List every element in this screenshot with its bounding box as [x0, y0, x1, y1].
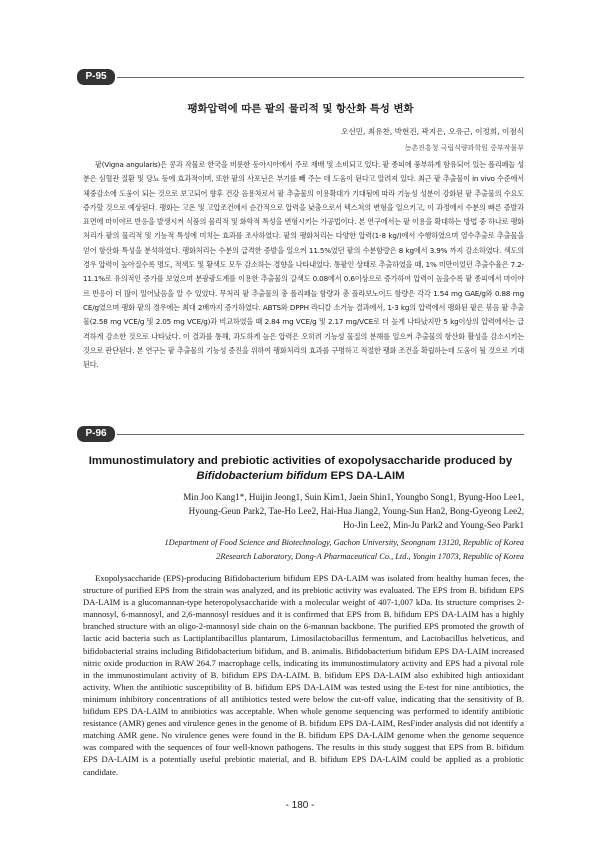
page-number: - 180 -	[285, 800, 315, 811]
abstract-badge-p95: P-95	[77, 69, 115, 85]
title-line	[77, 469, 524, 484]
author-list	[77, 490, 524, 532]
abstract-title: 팽화압력에 따른 팥의 물리적 및 항산화 특성 변화	[187, 103, 414, 115]
abstract-paragraph: Exopolysaccharide (EPS)-producing Bifidobacterium bifidum EPS DA-LAIM was isolated from healthy human feces, the structure of purified EPS from the strain was analyzed, and its prebiotic activity was evaluated. The EPS from B. bifidum EPS DA-LAIM is a glucomannan-type heteropolysaccharide with a molecular weight of 407-1,007 kDa. Its structure comprises 2-mannosyl, 6-mannosyl, and 2,6-mannosyl residues and it is confirmed that EPS from B. bifidum EPS DA-LAIM has a highly branched structure with an oligo-2-mannosyl side chain on the 6-mannan backbone. The purified EPS promoted the growth of lactic acid bacteria such as Lactiplantibacillus plantarum, Limosilactobacillus fermentum, and Lactobacillus helveticus, and bifidobacterial strains including Bifidobacterium bifidum, and B. animalis. Bifidobacterium bifidum EPS DA-LAIM increased nitric oxide production in RAW 264.7 macrophage cells, indicating its immunostimulatory activity and EPS had a pivotal role in the immunostimulant activity of B. bifidum EPS DA-LAIM. B. bifidum EPS DA-LAIM also exhibited high antioxidant activity. When the antibiotic susceptibility of B. bifidum EPS DA-LAIM was tested using the E-test for nine antibiotics, the minimum inhibitory concentrations of all antibiotics tested were below the cut-off value, indicating that the sensitivity of B. bifidum EPS DA-LAIM to antibiotics was acceptable. When whole genome sequencing was performed to identify antibiotic resistance (AMR) genes and virulence genes in the genome of B. bifidum EPS DA-LAIM, ResFinder analysis did not identify a matching AMR gene. No virulence genes were found in the B. bifidum EPS DA-LAIM genome when the genome sequence was compared with the sequences of four well-known pathogens. The results in this study suggest that EPS from B. bifidum EPS DA-LAIM is a potentially useful prebiotic material, and B. bifidum EPS DA-LAIM could be applied as a probiotic candidate.	[83, 573, 524, 777]
abstract-body	[83, 158, 524, 372]
author-line: Ho-Jin Lee2, Min-Ju Park2 and Young-Seo Park1	[343, 520, 524, 530]
abstract-badge-p96: P-96	[77, 426, 115, 442]
affiliation-line: 2Research Laboratory, Dong-A Pharmaceutical Co., Ltd., Yongin 17073, Republic of Korea	[216, 552, 524, 561]
affiliation: 농촌진흥청 국립식량과학원 중부작물부	[404, 144, 524, 152]
divider	[117, 77, 524, 78]
author-line: Hyoung-Geun Park2, Tae-Ho Lee2, Hai-Hua Jiang2, Young-Sun Han2, Bong-Gyeong Lee2,	[188, 506, 524, 516]
abstract-body	[83, 572, 524, 778]
title-line: Immunostimulatory and prebiotic activities of exopolysaccharide produced by	[88, 455, 513, 467]
divider	[117, 434, 524, 435]
author-list: 오선민, 최유찬, 박현진, 곽지은, 오유근, 이정희, 이점식	[340, 127, 524, 136]
abstract-title	[77, 454, 524, 484]
affiliation-line: 1Department of Food Science and Biotechnology, Gachon University, Seongnam 13120, Republic of Korea	[164, 538, 524, 547]
abstract-paragraph: 팥(Vigna angularis)은 콩과 작물로 한국을 비롯한 동아시아에서 주로 재배 및 소비되고 있다. 팥 종피에 풍부하게 함유되어 있는 폴리페놀 성분은 심혈관 질환 및 당뇨 등에 효과적이며, 또한 팥의 사포닌은 부기를 빼 주는 데 도움이 된다고 알려져 있다. 최근 팥 추출물이 in vivo 수준에서 체중감소에 도움이 되는 것으로 보고되어 향후 건강 음용차로서 팥 추출물의 이용확대가 기대됨에 따라 기능성 성분이 강화된 팥 추출물의 수요도 증가할 것으로 예상된다. 팽화는 고온 및 고압조건에서 순간적으로 압력을 낮춤으로서 텍스쳐의 변형을 일으키고, 이 과정에서 수분의 빠른 증발과 표면에 마이야르 반응을 발생시켜 식품의 물리적 및 화학적 특성을 변형시키는 가공법이다. 본 연구에서는 팥 이용을 확대하는 방법 중 하나로 팽화처리가 팥의 물리적 및 기능적 특성에 미치는 효과를 조사하였다. 팥의 팽화처리는 다양한 압력(1-8 kg/)에서 수행하였으며 열수추출로 추출물을 얻어 항산화 특성을 분석하였다. 팽화처리는 수분의 급격한 증발을 일으켜 11.5%였던 팥의 수분함량은 8 kg에서 3.9% 까지 감소하였다. 색도의 경우 압력이 높아질수록 명도, 적색도 및 황색도 모두 감소하는 경향을 나타내었다. 통팥인 상태로 추출하였을 때, 1% 미만이었던 추출수율은 7.2-11.1%로 유의적인 증가를 보였으며 분광광도계를 이용한 추출물의 갈색도 0.08에서 0.6이상으로 증가하여 압력이 높을수록 팥 종피에서 마이야르 반응이 더 많이 일어났음을 알 수 있었다. 무처리 팥 추출물의 총 폴리페놀 함량과 총 플라보노이드 함량은 각각 1.54 mg GAE/g와 0.88 mg CE/g였으며 팽화 팥의 경우에는 최대 2배까지 증가하였다. ABTS와 DPPH 라디칼 소거능 결과에서, 1-3 kg의 압력에서 팽화된 팥은 볶음 팥 추출물(2.58 mg VCE/g 및 2.05 mg VCE/g)과 비교하였을 때 2.84 mg VCE/g 및 2.17 mg/VCE로 더 높게 나타났지만 5 kg이상의 압력에서는 급격하게 감소한 것으로 나타났다. 이 결과를 통해, 과도하게 높은 압력은 오히려 기능성 물질의 분해를 일으켜 추출물의 항산화 활성을 감소시키는 것으로 판단된다. 본 연구는 팥 추출물의 기능성 증진을 위하여 팽화처리의 효과를 구명하고 적절한 팽화 조건을 확립하는데 도움이 될 것으로 기대된다.	[83, 160, 524, 370]
author-line: Min Joo Kang1*, Huijin Jeong1, Suin Kim1, Jaein Shin1, Youngbo Song1, Byung-Hoo Lee1,	[183, 492, 524, 502]
affiliation-list	[77, 536, 524, 564]
species-name: Bifidobacterium bifidum	[196, 470, 328, 482]
title-line-rest: EPS DA-LAIM	[327, 470, 405, 482]
